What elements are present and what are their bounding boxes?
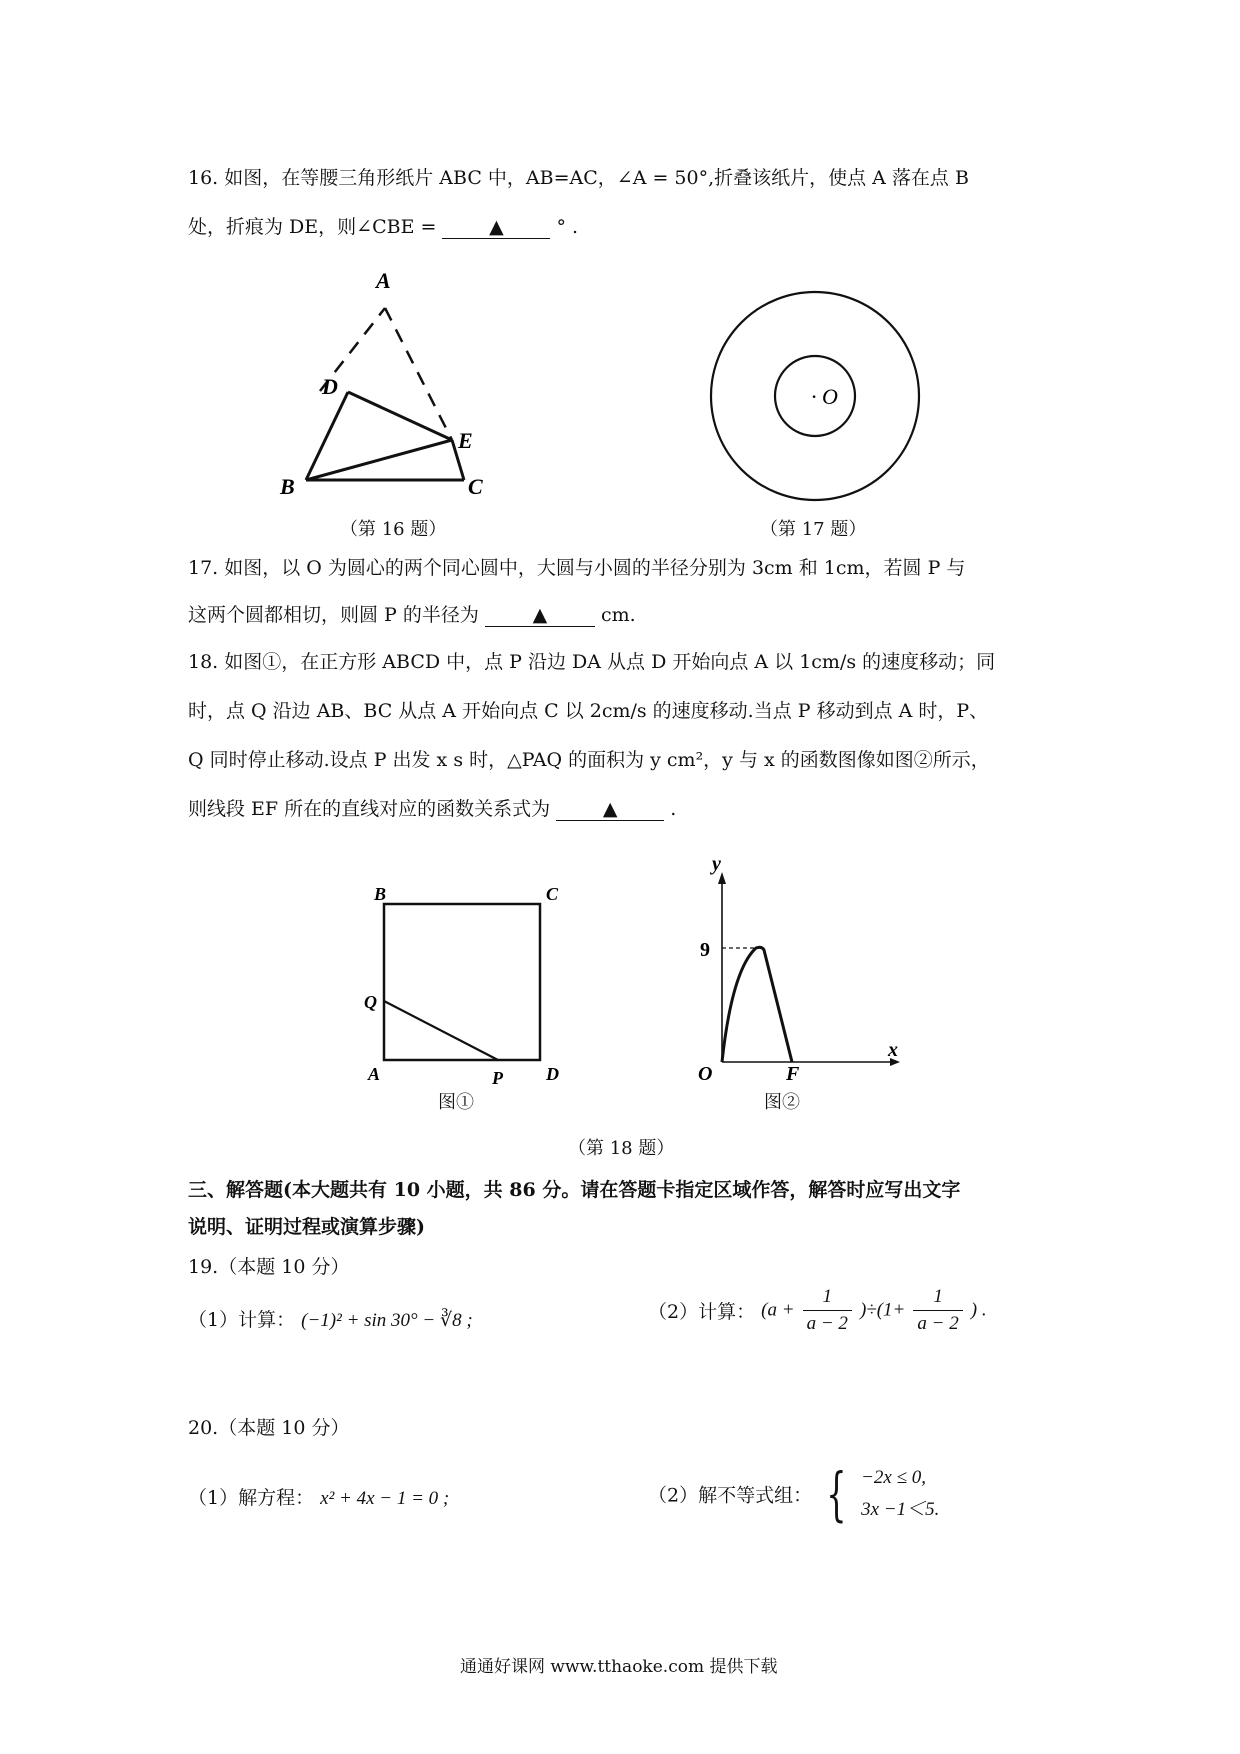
q20-header: 20.（本题 10 分）: [188, 1417, 350, 1439]
fig18-label-f: F: [786, 1063, 800, 1085]
fig16-label-a: A: [376, 268, 391, 293]
fig18-label-d: D: [546, 1064, 559, 1084]
q20-part1-label: （1）解方程：: [188, 1487, 315, 1509]
q19-fraction-2: [913, 1284, 962, 1337]
q20-part1: [188, 1483, 449, 1510]
fig18-label-q: Q: [364, 992, 377, 1012]
q16-line2: [188, 212, 578, 239]
fig17-label-o: · O: [811, 384, 838, 409]
fig17-caption: （第 17 题）: [760, 519, 867, 540]
q18-line3: Q 同时停止移动.设点 P 出发 x s 时，△PAQ 的面积为 y cm²，y 与 x 的函数图像如图②所示，: [188, 749, 990, 771]
q20-inequality-system: [861, 1462, 939, 1526]
fig18-label-p: P: [492, 1068, 503, 1088]
fig16-label-b: B: [280, 474, 295, 499]
fig18-label-a: A: [368, 1064, 381, 1084]
q20-inequality-1: −2x ≤ 0,: [861, 1467, 927, 1488]
q18-line4: [188, 794, 676, 821]
q16-line1: 16. 如图，在等腰三角形纸片 ABC 中，AB=AC，∠A = 50°,折叠该纸片，使点 A 落在点 B: [188, 167, 969, 189]
q20-part1-expression: x² + 4x − 1 = 0 ;: [320, 1488, 450, 1509]
q17-answer-blank: ▲: [485, 604, 595, 627]
fig18-label-c: C: [546, 884, 559, 904]
q20-system-brace: {: [826, 1460, 847, 1528]
q19-part2-mid: )÷(1+: [859, 1299, 906, 1321]
q19-part1-expression: (−1)² + sin 30° − ∛8 ;: [301, 1310, 473, 1331]
fig18-square: [360, 880, 580, 1100]
q20-inequality-2: 3x −1＜5.: [861, 1499, 940, 1520]
fig18-label-y: y: [712, 853, 721, 875]
q19-fraction-2-num: 1: [913, 1284, 962, 1311]
q18-answer-blank: ▲: [556, 798, 664, 821]
q17-line2-end: cm.: [600, 604, 636, 626]
fig16-triangle: [270, 268, 510, 498]
fig18-label-b: B: [374, 884, 387, 904]
fig18-segment-pq: [384, 1001, 498, 1060]
fig16-label-d: D: [322, 374, 338, 399]
fig16-label-e: E: [458, 428, 473, 453]
q19-header: 19.（本题 10 分）: [188, 1256, 350, 1278]
q20-part2-label: （2）解不等式组：: [648, 1484, 813, 1507]
fig17-circles: [709, 290, 929, 510]
section3-line2: 说明、证明过程或演算步骤): [188, 1216, 425, 1238]
fig18-function-curve: [722, 947, 792, 1062]
q19-part1-label: （1）计算：: [188, 1309, 296, 1331]
fig16-segment-be: [306, 440, 452, 480]
q16-line2-end: ° .: [556, 216, 579, 238]
q16-answer-blank: ▲: [442, 216, 550, 239]
q19-part2: [648, 1284, 987, 1337]
fig16-crease-de: [348, 392, 452, 440]
fig18-square-outline: [384, 904, 540, 1060]
fig18-label-o: O: [698, 1063, 713, 1085]
fig18-label-nine: 9: [700, 939, 710, 961]
q18-line4-end: .: [670, 798, 677, 820]
q19-part2-open: (a +: [761, 1299, 795, 1321]
q19-fraction-1-den: a − 2: [806, 1313, 848, 1334]
fig18-graph: [690, 853, 900, 1110]
fig16-side-bd: [306, 392, 348, 480]
q16-line2-text: 处，折痕为 DE，则∠CBE =: [188, 216, 437, 238]
q19-fraction-1: [803, 1284, 852, 1337]
q19-fraction-2-den: a − 2: [917, 1313, 959, 1334]
fig18-sub2-caption: 图②: [764, 1092, 800, 1113]
fig16-fold-ae: [385, 308, 452, 440]
fig18-caption: （第 18 题）: [568, 1138, 675, 1159]
q19-part2-close: ) .: [970, 1299, 987, 1321]
q17-line2: [188, 600, 636, 627]
q19-part1: [188, 1305, 473, 1332]
q19-fraction-1-num: 1: [803, 1284, 852, 1311]
q18-line2: 时，点 Q 沿边 AB、BC 从点 A 开始向点 C 以 2cm/s 的速度移动.当点 P 移动到点 A 时，P、: [188, 700, 989, 722]
section3-line1: 三、解答题(本大题共有 10 小题，共 86 分。请在答题卡指定区域作答，解答时应写出文字: [188, 1179, 961, 1201]
fig18-label-x: x: [888, 1039, 898, 1061]
fig16-label-c: C: [468, 474, 483, 499]
q18-line1: 18. 如图①，在正方形 ABCD 中，点 P 沿边 DA 从点 D 开始向点 A 以 1cm/s 的速度移动；同: [188, 651, 996, 673]
fig16-caption: （第 16 题）: [340, 519, 447, 540]
q19-part2-label: （2）计算：: [648, 1301, 756, 1323]
q17-line1: 17. 如图，以 O 为圆心的两个同心圆中，大圆与小圆的半径分别为 3cm 和 1cm，若圆 P 与: [188, 557, 966, 579]
q18-line4-text: 则线段 EF 所在的直线对应的函数关系式为: [188, 798, 551, 820]
footer-text: 通通好课网 www.tthaoke.com 提供下载: [460, 1657, 778, 1677]
q20-part2: [648, 1462, 939, 1526]
fig18-sub1-caption: 图①: [438, 1092, 474, 1113]
q17-line2-text: 这两个圆都相切，则圆 P 的半径为: [188, 604, 479, 626]
